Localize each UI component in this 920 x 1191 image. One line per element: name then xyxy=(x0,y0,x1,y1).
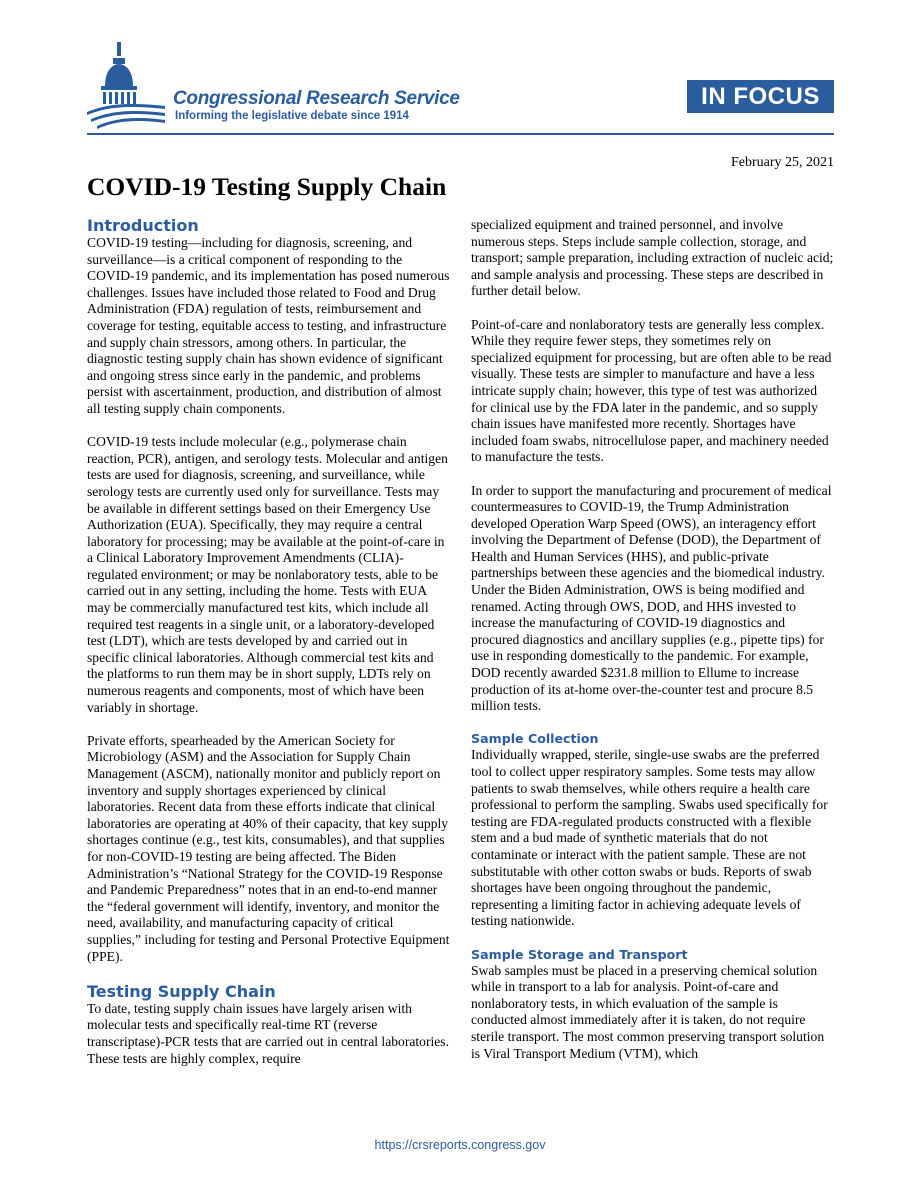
paragraph: Private efforts, spearheaded by the American Society for Microbiology (ASM) and the Association for Supply Chain Management (ASCM), nationally monitor and publicly report on inventory and supply shortages experienced by clinical laboratories. Recent data from these efforts indicate that clinical laboratories are operating at 40% of their capacity, that key supply shortages continue (e.g., test kits, consumables), and that supplies for non-COVID-19 testing are being affected. The Biden Administration’s “National Strategy for the COVID-19 Response and Pandemic Preparedness” notes that in an end-to-end manner the “federal government will identify, inventory, and monitor the need, availability, and manufacturing capacity of critical supplies,” including for testing and Personal Protective Equipment (PPE). xyxy=(87,732,450,964)
paragraph: In order to support the manufacturing and procurement of medical countermeasures to COVID-19, the Trump Administration developed Operation Warp Speed (OWS), an interagency effort involving the Department of Defense (DOD), the Department of Health and Human Services (HHS), and public-private partnerships between these agencies and the biomedical industry. Under the Biden Administration, OWS is being modified and renamed. Acting through OWS, DOD, and HHS invested to increase the manufacturing of COVID-19 diagnostics and procured diagnostics and ancillary supplies (e.g., pipette tips) for use in responding domestically to the pandemic. For example, DOD recently awarded $231.8 million to Ellume to increase production of its at-home over-the-counter test and procure 8.5 million tests. xyxy=(471,482,832,714)
paragraph: Swab samples must be placed in a preserving chemical solution while in transport to a lab for analysis. Point-of-care and nonlaboratory tests, in which evaluation of the sample is conducted almost immediately after it is taken, do not require sterile transport. The most common preserving transport solution is Viral Transport Medium (VTM), which xyxy=(471,962,825,1061)
paragraph: COVID-19 tests include molecular (e.g., polymerase chain reaction, PCR), antigen, and serology tests. Molecular and antigen tests are used for diagnosis, screening, and surveillance, while serology tests are currently used only for surveillance. Tests may be available in different settings based on their Emergency Use Authorization (EUA). Specifically, they may require a central laboratory for processing; may be available at the point-of-care in a Clinical Laboratory Improvement Amendments (CLIA)-regulated environment; or may be nonlaboratory tests, able to be carried out in any setting, including the home. Tests with EUA may be commercially manufactured test kits, which include all required test reagents in a single unit, or a laboratory-developed test (LDT), which are tests developed by and carried out in specific clinical laboratories. Although commercial test kits and the platforms to run them may be in short supply, LDTs rely on numerous reagents and components, most of which have been variably in shortage. xyxy=(87,434,448,715)
org-name: Congressional Research Service xyxy=(173,88,460,109)
footer-url-link[interactable]: https://crsreports.congress.gov xyxy=(374,1138,546,1152)
in-focus-badge: IN FOCUS xyxy=(687,80,834,113)
org-tagline: Informing the legislative debate since 1914 xyxy=(175,110,409,122)
section-heading-testing-supply-chain: Testing Supply Chain xyxy=(87,981,276,1001)
header-rule xyxy=(87,133,834,135)
paragraph: COVID-19 testing—including for diagnosis, screening, and surveillance—is a critical component of responding to the COVID-19 pandemic, and its implementation has posed numerous challenges. Issues have included those related to Food and Drug Administration (FDA) regulation of tests, reimbursement and coverage for testing, equitable access to testing, and infrastructure and supply chain stressors, among others. In particular, the diagnostic testing supply chain has shown evidence of significant and ongoing stress since early in the pandemic, and problems persist with ascertainment, production, and distribution of almost all testing supply chain components. xyxy=(87,235,450,416)
paragraph: Point-of-care and nonlaboratory tests are generally less complex. While they require fewer steps, they sometimes rely on specialized equipment for processing, but are often able to be read visually. These tests are simpler to manufacture and have a less intricate supply chain; however, this type of test was authorized for clinical use by the FDA later in the pandemic, and so supply chain issues have manifested more recently. Shortages have included foam swabs, nitrocellulose paper, and machinery needed to manufacture the tests. xyxy=(471,316,832,465)
left-column xyxy=(87,216,450,1067)
report-header xyxy=(87,40,834,135)
paragraph: specialized equipment and trained personnel, and involve numerous steps. Steps include sample collection, storage, and transport; sample preparation, including extraction of nucleic acid; and sample analysis and processing. These steps are described in further detail below. xyxy=(471,217,834,299)
section-heading-introduction: Introduction xyxy=(87,216,199,235)
paragraph: Individually wrapped, sterile, single-use swabs are the preferred tool to collect upper respiratory samples. Some tests may allow patients to swab themselves, while others require a health care professional to perform the sampling. Swabs used specifically for testing are FDA-regulated products constructed with a flexible stem and a bud made of synthetic materials that do not contaminate or interact with the patient sample. These are not substitutable with other cotton swabs or buds. Reports of swab shortages have been ongoing throughout the pandemic, representing a limiting factor in achieving adequate levels of testing nationwide. xyxy=(471,747,828,929)
paragraph: To date, testing supply chain issues have largely arisen with molecular tests and specifically real-time RT (reverse transcriptase)-PCR tests that are carried out in central laboratories. These tests are highly complex, require xyxy=(87,1000,449,1066)
subheading-sample-collection: Sample Collection xyxy=(471,731,599,747)
report-date: February 25, 2021 xyxy=(730,155,834,170)
right-column xyxy=(471,217,834,1062)
subheading-sample-storage: Sample Storage and Transport xyxy=(471,946,688,962)
page-title: COVID-19 Testing Supply Chain xyxy=(87,172,447,201)
capitol-dome-icon xyxy=(87,40,167,130)
